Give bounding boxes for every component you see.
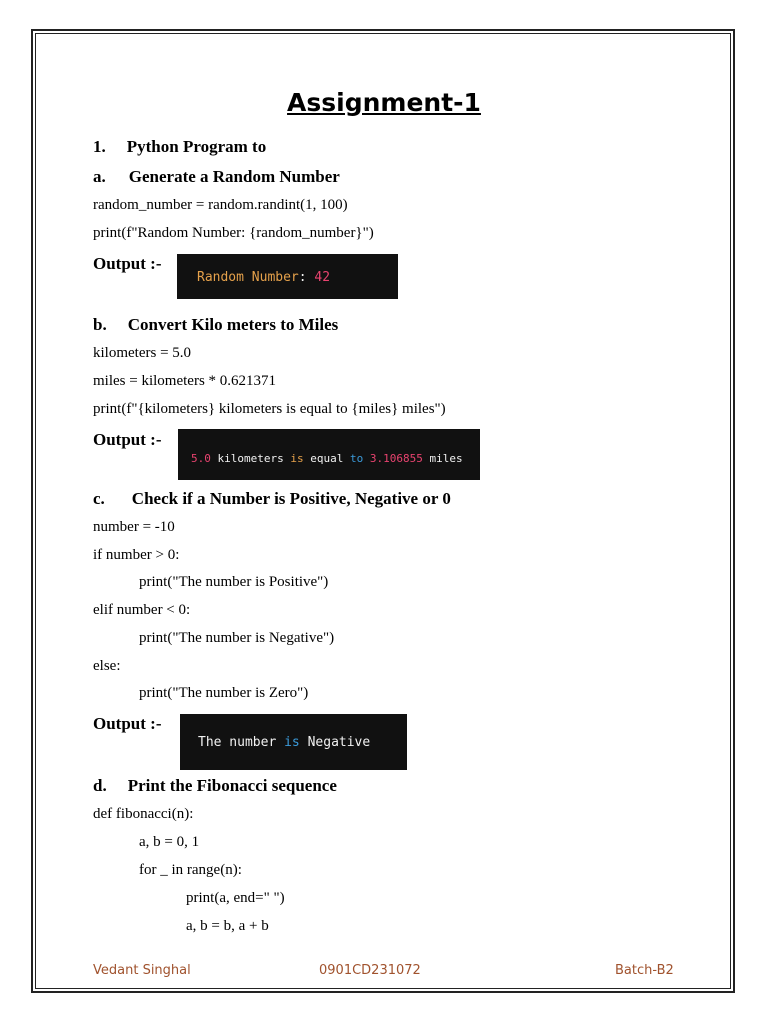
section-b-heading: [93, 315, 338, 335]
section-d-number: d.: [93, 776, 107, 795]
output-terminal-c: [180, 714, 407, 770]
terminal-text: The number: [198, 735, 277, 750]
section-c-number: c.: [93, 489, 105, 508]
section-b-title: Convert Kilo meters to Miles: [127, 315, 339, 334]
terminal-value: 5.0: [191, 452, 211, 465]
terminal-text: is: [284, 735, 300, 750]
footer-batch: Batch-B2: [615, 963, 674, 978]
terminal-text: equal: [310, 452, 344, 465]
code-line: miles = kilometers * 0.621371: [93, 373, 277, 389]
terminal-text: Negative: [307, 735, 371, 750]
code-line: if number > 0:: [93, 547, 180, 563]
code-line: print("The number is Negative"): [139, 630, 335, 646]
output-terminal-b: [178, 429, 480, 480]
section-a-number: a.: [93, 167, 106, 186]
code-line: number = -10: [93, 519, 175, 535]
code-line: kilometers = 5.0: [93, 345, 192, 361]
section-c-heading: [93, 489, 451, 509]
section-d-heading: [93, 776, 337, 796]
code-line: def fibonacci(n):: [93, 806, 194, 822]
output-terminal-a: [177, 254, 398, 299]
code-line: a, b = b, a + b: [186, 918, 269, 934]
code-line: elif number < 0:: [93, 602, 191, 618]
code-line: print(a, end=" "): [186, 890, 285, 906]
code-line: print(f"{kilometers} kilometers is equal to {miles} miles"): [93, 401, 446, 417]
code-line: for _ in range(n):: [139, 862, 242, 878]
terminal-text: is: [290, 452, 304, 465]
code-line: else:: [93, 658, 121, 674]
question-text: Python Program to: [126, 137, 267, 156]
terminal-value: 42: [314, 270, 331, 285]
section-b-number: b.: [93, 315, 107, 334]
code-line: print("The number is Positive"): [139, 574, 329, 590]
terminal-text: Random Number: [197, 270, 299, 285]
code-line: random_number = random.randint(1, 100): [93, 197, 348, 213]
footer-enrollment: 0901CD231072: [319, 963, 421, 978]
page-title: Assignment-1: [287, 88, 481, 117]
question-heading: [93, 137, 266, 157]
code-line: print(f"Random Number: {random_number}"): [93, 225, 374, 241]
output-label: Output :-: [93, 714, 162, 733]
terminal-text: :: [298, 270, 307, 285]
question-number: 1.: [93, 137, 106, 156]
code-line: print("The number is Zero"): [139, 685, 309, 701]
section-c-title: Check if a Number is Positive, Negative or 0: [131, 489, 451, 508]
section-a-title: Generate a Random Number: [128, 167, 340, 186]
section-d-title: Print the Fibonacci sequence: [127, 776, 337, 795]
terminal-text: to: [349, 452, 364, 465]
terminal-value: 3.106855: [369, 452, 423, 465]
code-line: a, b = 0, 1: [139, 834, 200, 850]
terminal-text: miles: [429, 452, 463, 465]
output-label: Output :-: [93, 430, 162, 449]
footer-name: Vedant Singhal: [93, 963, 191, 978]
output-label: Output :-: [93, 254, 162, 273]
terminal-text: kilometers: [217, 452, 284, 465]
section-a-heading: [93, 167, 340, 187]
